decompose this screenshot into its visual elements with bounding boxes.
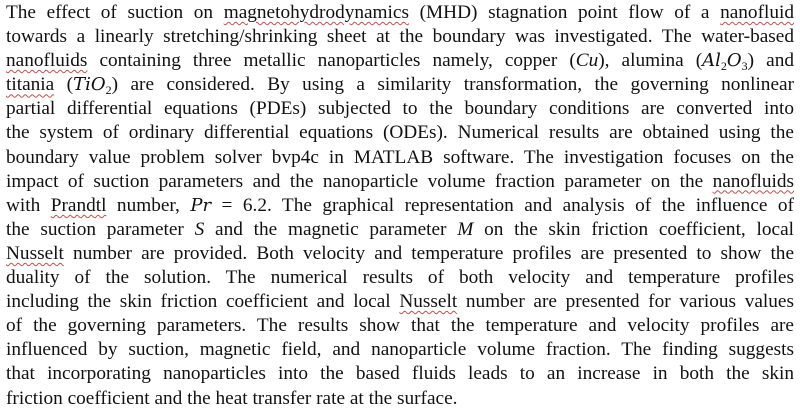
- text-run: containing three metallic nanoparticles namely, copper (: [87, 50, 576, 72]
- text-run: ) and: [747, 50, 794, 72]
- misspelled-word: Nusselt: [399, 291, 458, 313]
- subscript: 2: [720, 59, 727, 74]
- subscript: 3: [741, 59, 748, 74]
- text-run: boundary value problem solver bvp4c in MATLAB software. The investigation focuses on the: [6, 146, 794, 168]
- text-line: [6, 146, 794, 170]
- text-line: [6, 194, 794, 218]
- text-run: influenced by suction, magnetic field, and nanoparticle volume fraction. The finding suggests: [6, 339, 794, 361]
- text-run: The effect of suction on: [6, 2, 224, 23]
- italic-symbol: M: [457, 218, 474, 240]
- misspelled-word: nanofluid: [720, 2, 794, 23]
- text-run: duality of the solution. The numerical results of both velocity and temperature profiles: [6, 267, 794, 289]
- text-run: number,: [106, 194, 191, 216]
- text-run: the system of ordinary differential equations (ODEs). Numerical results are obtained using the: [6, 122, 794, 144]
- text-run: that incorporating nanoparticles into the based fluids leads to an increase in both the skin: [6, 363, 794, 385]
- misspelled-word: Nusselt: [6, 242, 64, 264]
- text-run: towards a linearly stretching/shrinking sheet at the boundary was investigated. The water-based: [6, 26, 794, 48]
- text-line: [6, 49, 794, 73]
- text-run: ), alumina (: [598, 50, 703, 72]
- text-run: (: [54, 74, 74, 96]
- text-run: and the magnetic parameter: [204, 218, 458, 240]
- math-symbol: Al: [702, 50, 721, 72]
- math-symbol: Pr: [190, 194, 212, 216]
- text-run: the suction parameter: [6, 218, 195, 240]
- text-line: [6, 242, 794, 266]
- text-line: [6, 170, 794, 194]
- misspelled-word: nanofluids: [712, 170, 794, 192]
- text-run: (MHD) stagnation point flow of a: [408, 2, 721, 23]
- text-line: [6, 387, 794, 411]
- text-line: [6, 338, 794, 362]
- subscript: 2: [105, 83, 112, 98]
- text-run: impact of suction parameters and the nanoparticle volume fraction parameter on the: [6, 170, 713, 192]
- misspelled-word: titania: [6, 74, 55, 96]
- text-line: [6, 121, 794, 145]
- text-line: [6, 362, 794, 386]
- italic-symbol: S: [194, 218, 205, 240]
- text-line: [6, 290, 794, 314]
- text-run: number are provided. Both velocity and temperature profiles are presented to show the: [63, 242, 794, 264]
- text-run: on the skin friction coefficient, local: [473, 218, 794, 240]
- misspelled-word: Prandtl: [50, 194, 107, 216]
- text-line: [6, 73, 794, 97]
- text-run: with: [6, 194, 51, 216]
- text-line: [6, 218, 794, 242]
- math-symbol: O: [726, 50, 742, 72]
- text-line: [6, 97, 794, 121]
- text-line: [6, 1, 794, 25]
- text-run: including the skin friction coefficient and local: [6, 291, 400, 313]
- math-symbol: TiO: [73, 74, 106, 96]
- misspelled-word: nanofluids: [6, 50, 88, 72]
- text-run: ) are considered. By using a similarity transformation, the governing nonlinear: [111, 74, 794, 96]
- misspelled-word: magnetohydrodynamics: [223, 2, 409, 23]
- text-run: number are presented for various values: [457, 291, 794, 313]
- text-line: [6, 25, 794, 49]
- text-line: [6, 314, 794, 338]
- text-run: = 6.2. The graphical representation and analysis of the influence of: [211, 194, 794, 216]
- text-run: friction coefficient and the heat transfer rate at the surface.: [6, 387, 458, 409]
- text-line: [6, 266, 794, 290]
- text-run: of the governing parameters. The results show that the temperature and velocity profiles are: [6, 315, 794, 337]
- text-run: partial differential equations (PDEs) subjected to the boundary conditions are converted into: [6, 98, 794, 120]
- italic-symbol: Cu: [575, 50, 599, 72]
